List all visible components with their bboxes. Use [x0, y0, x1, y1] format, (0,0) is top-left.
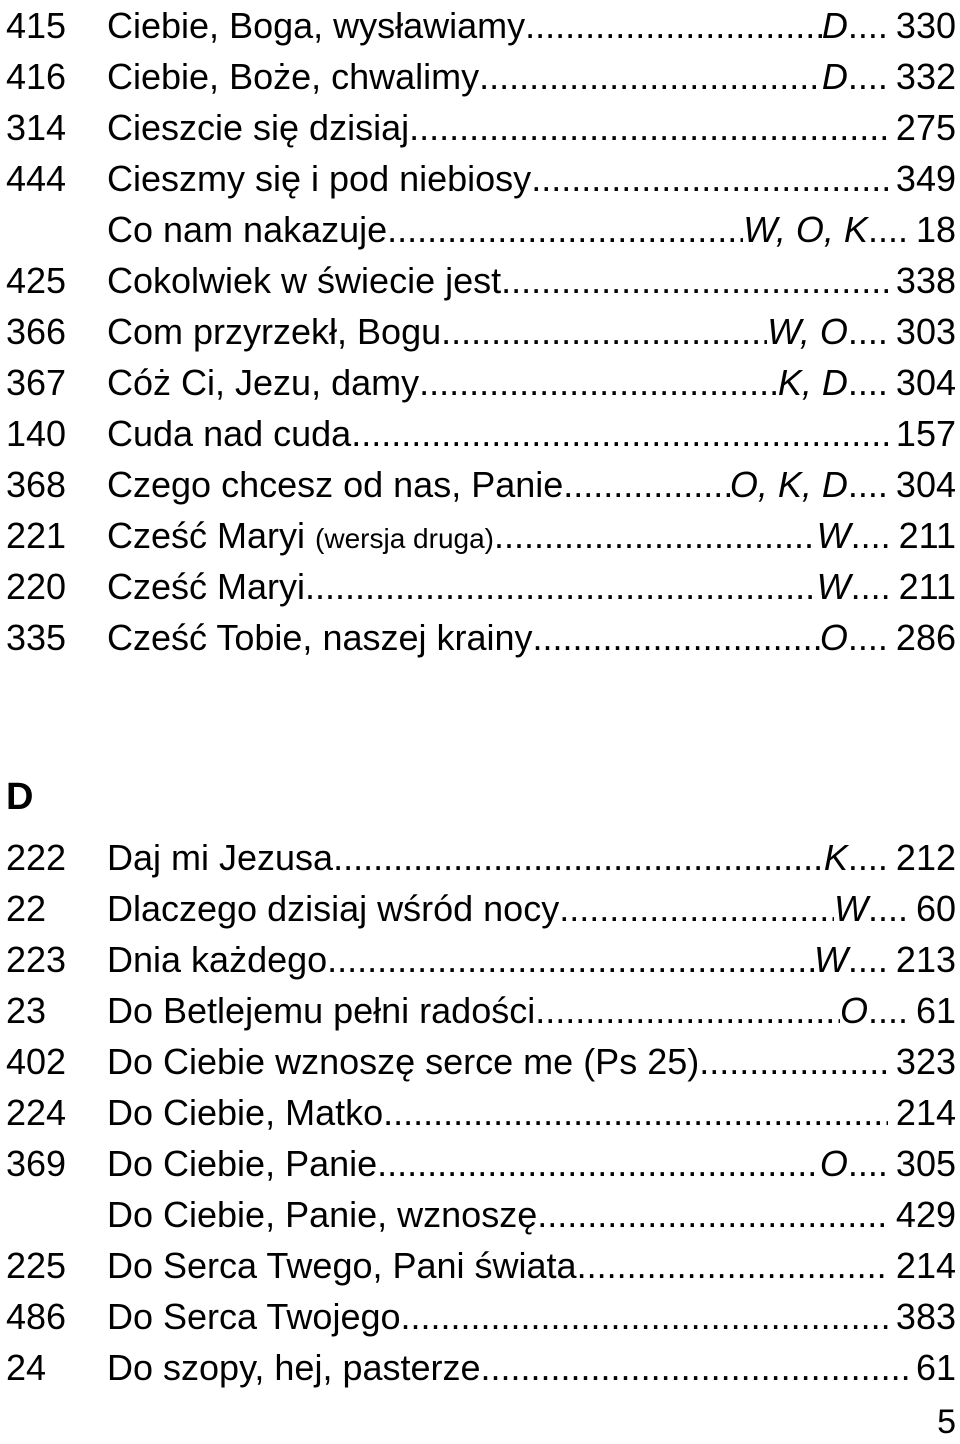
dot-leader — [525, 0, 822, 51]
dot-leader — [851, 561, 891, 612]
index-entry — [6, 204, 956, 255]
entry-number: 402 — [6, 1041, 67, 1082]
entry-title: Cóż Ci, Jezu, damy — [107, 362, 420, 403]
entry-number: 415 — [6, 5, 67, 46]
entry-occasion-note: O — [839, 990, 868, 1031]
dot-leader — [305, 561, 817, 612]
dot-leader — [577, 1240, 888, 1291]
entry-title: Do szopy, hej, pasterze — [107, 1347, 481, 1388]
entry-page: 61 — [915, 1347, 956, 1388]
entry-page: 18 — [915, 209, 956, 250]
index-entry — [6, 832, 956, 883]
entry-page: 214 — [895, 1092, 956, 1133]
entry-title: Cześć Tobie, naszej krainy — [107, 617, 533, 658]
entry-title: Dlaczego dzisiaj wśród nocy — [107, 888, 560, 929]
entry-title: Ciebie, Boże, chwalimy — [107, 56, 480, 97]
index-entry — [6, 255, 956, 306]
entry-occasion-note: D — [821, 5, 848, 46]
entry-page: 211 — [898, 515, 956, 556]
dot-leader — [535, 985, 840, 1036]
dot-leader — [848, 612, 888, 663]
entry-page: 332 — [895, 56, 956, 97]
entry-page: 213 — [895, 939, 956, 980]
entry-title: Cześć Maryi — [107, 566, 306, 607]
entry-page: 211 — [898, 566, 956, 607]
dot-leader — [559, 883, 834, 934]
dot-leader — [531, 153, 888, 204]
index-entry — [6, 1291, 956, 1342]
index-entry — [6, 1240, 956, 1291]
entry-title: Ciebie, Boga, wysławiamy — [107, 5, 526, 46]
index-entry — [6, 153, 956, 204]
dot-leader — [848, 357, 888, 408]
index-entry — [6, 459, 956, 510]
entry-number: 221 — [6, 515, 67, 556]
entry-page: 349 — [895, 158, 956, 199]
dot-leader — [383, 1087, 888, 1138]
dot-leader — [494, 510, 817, 561]
dot-leader — [868, 985, 908, 1036]
entry-number: 368 — [6, 464, 67, 505]
entry-number: 335 — [6, 617, 67, 658]
entry-number: 314 — [6, 107, 67, 148]
entry-occasion-note: W — [833, 888, 868, 929]
entry-page: 60 — [915, 888, 956, 929]
dot-leader — [848, 459, 888, 510]
dot-leader — [537, 1189, 888, 1240]
dot-leader — [377, 1138, 820, 1189]
entry-number: 444 — [6, 158, 67, 199]
entry-page: 429 — [895, 1194, 956, 1235]
section-c-list — [6, 0, 956, 663]
entry-page: 323 — [895, 1041, 956, 1082]
dot-leader — [419, 357, 778, 408]
entry-title: Do Serca Twojego — [107, 1296, 401, 1337]
entry-occasion-note: O — [819, 617, 848, 658]
dot-leader — [441, 306, 767, 357]
entry-number: 223 — [6, 939, 67, 980]
dot-leader — [868, 883, 908, 934]
index-entry — [6, 883, 956, 934]
entry-number: 225 — [6, 1245, 67, 1286]
entry-number: 367 — [6, 362, 67, 403]
entry-title: Do Betlejemu pełni radości — [107, 990, 536, 1031]
entry-page: 383 — [895, 1296, 956, 1337]
entry-occasion-note: O, K, D — [729, 464, 848, 505]
dot-leader — [387, 204, 743, 255]
entry-number: 224 — [6, 1092, 67, 1133]
entry-page: 303 — [895, 311, 956, 352]
dot-leader — [851, 510, 891, 561]
page-number: 5 — [937, 1403, 956, 1441]
dot-leader — [848, 934, 888, 985]
entry-number: 222 — [6, 837, 67, 878]
entry-title: Dnia każdego — [107, 939, 328, 980]
entry-title: Do Ciebie wznoszę serce me (Ps 25) — [107, 1041, 700, 1082]
section-d-list — [6, 832, 956, 1393]
entry-number: 369 — [6, 1143, 67, 1184]
dot-leader — [848, 832, 888, 883]
entry-page: 286 — [895, 617, 956, 658]
entry-page: 304 — [895, 464, 956, 505]
dot-leader — [848, 51, 888, 102]
entry-number: 220 — [6, 566, 67, 607]
entry-page: 330 — [895, 5, 956, 46]
entry-title: Cieszcie się dzisiaj — [107, 107, 410, 148]
entry-occasion-note: W — [816, 515, 851, 556]
entry-title: Do Ciebie, Matko — [107, 1092, 384, 1133]
entry-number: 140 — [6, 413, 67, 454]
index-entry — [6, 612, 956, 663]
entry-occasion-note: W, O — [767, 311, 848, 352]
dot-leader — [501, 255, 888, 306]
entry-subtitle: (wersja druga) — [315, 523, 494, 554]
entry-page: 157 — [895, 413, 956, 454]
entry-title: Co nam nakazuje — [107, 209, 388, 250]
entry-page: 275 — [895, 107, 956, 148]
dot-leader — [848, 1138, 888, 1189]
entry-occasion-note: D — [821, 56, 848, 97]
entry-title: Cześć Maryi — [107, 515, 306, 556]
dot-leader — [409, 102, 888, 153]
dot-leader — [699, 1036, 888, 1087]
section-heading-d: D — [6, 776, 34, 818]
entry-title: Cieszmy się i pod niebiosy — [107, 158, 532, 199]
entry-occasion-note: W — [816, 566, 851, 607]
entry-number: 486 — [6, 1296, 67, 1337]
index-entry — [6, 357, 956, 408]
dot-leader — [868, 204, 908, 255]
index-entry — [6, 1036, 956, 1087]
index-entry — [6, 934, 956, 985]
entry-page: 61 — [915, 990, 956, 1031]
index-entry — [6, 0, 956, 51]
index-entry — [6, 102, 956, 153]
entry-title: Do Serca Twego, Pani świata — [107, 1245, 577, 1286]
song-index — [6, 0, 956, 1393]
entry-occasion-note: W — [813, 939, 848, 980]
index-entry — [6, 306, 956, 357]
dot-leader — [333, 832, 824, 883]
entry-title: Cokolwiek w świecie jest — [107, 260, 502, 301]
entry-title: Czego chcesz od nas, Panie — [107, 464, 564, 505]
entry-title: Daj mi Jezusa — [107, 837, 334, 878]
dot-leader — [327, 934, 814, 985]
dot-leader — [848, 0, 888, 51]
entry-number: 22 — [6, 888, 47, 929]
dot-leader — [563, 459, 730, 510]
index-entry — [6, 561, 956, 612]
entry-occasion-note: W, O, K — [743, 209, 868, 250]
index-entry — [6, 1087, 956, 1138]
entry-number: 366 — [6, 311, 67, 352]
entry-page: 338 — [895, 260, 956, 301]
index-entry — [6, 408, 956, 459]
index-entry — [6, 1342, 956, 1393]
index-entry — [6, 1138, 956, 1189]
dot-leader — [481, 1342, 908, 1393]
index-entry — [6, 1189, 956, 1240]
entry-page: 304 — [895, 362, 956, 403]
index-entry — [6, 51, 956, 102]
dot-leader — [479, 51, 822, 102]
entry-number: 24 — [6, 1347, 47, 1388]
dot-leader — [351, 408, 888, 459]
entry-page: 305 — [895, 1143, 956, 1184]
entry-number: 416 — [6, 56, 67, 97]
entry-number: 425 — [6, 260, 67, 301]
entry-number: 23 — [6, 990, 47, 1031]
entry-title: Do Ciebie, Panie — [107, 1143, 378, 1184]
entry-title: Cuda nad cuda — [107, 413, 352, 454]
dot-leader — [401, 1291, 888, 1342]
entry-title: Com przyrzekł, Bogu — [107, 311, 442, 352]
entry-page: 214 — [895, 1245, 956, 1286]
entry-title: Do Ciebie, Panie, wznoszę — [107, 1194, 538, 1235]
section-spacer — [6, 663, 956, 762]
dot-leader — [848, 306, 888, 357]
index-entry — [6, 510, 956, 561]
index-entry — [6, 985, 956, 1036]
entry-occasion-note: O — [819, 1143, 848, 1184]
entry-occasion-note: K — [823, 837, 848, 878]
entry-page: 212 — [895, 837, 956, 878]
entry-occasion-note: K, D — [777, 362, 848, 403]
dot-leader — [533, 612, 820, 663]
